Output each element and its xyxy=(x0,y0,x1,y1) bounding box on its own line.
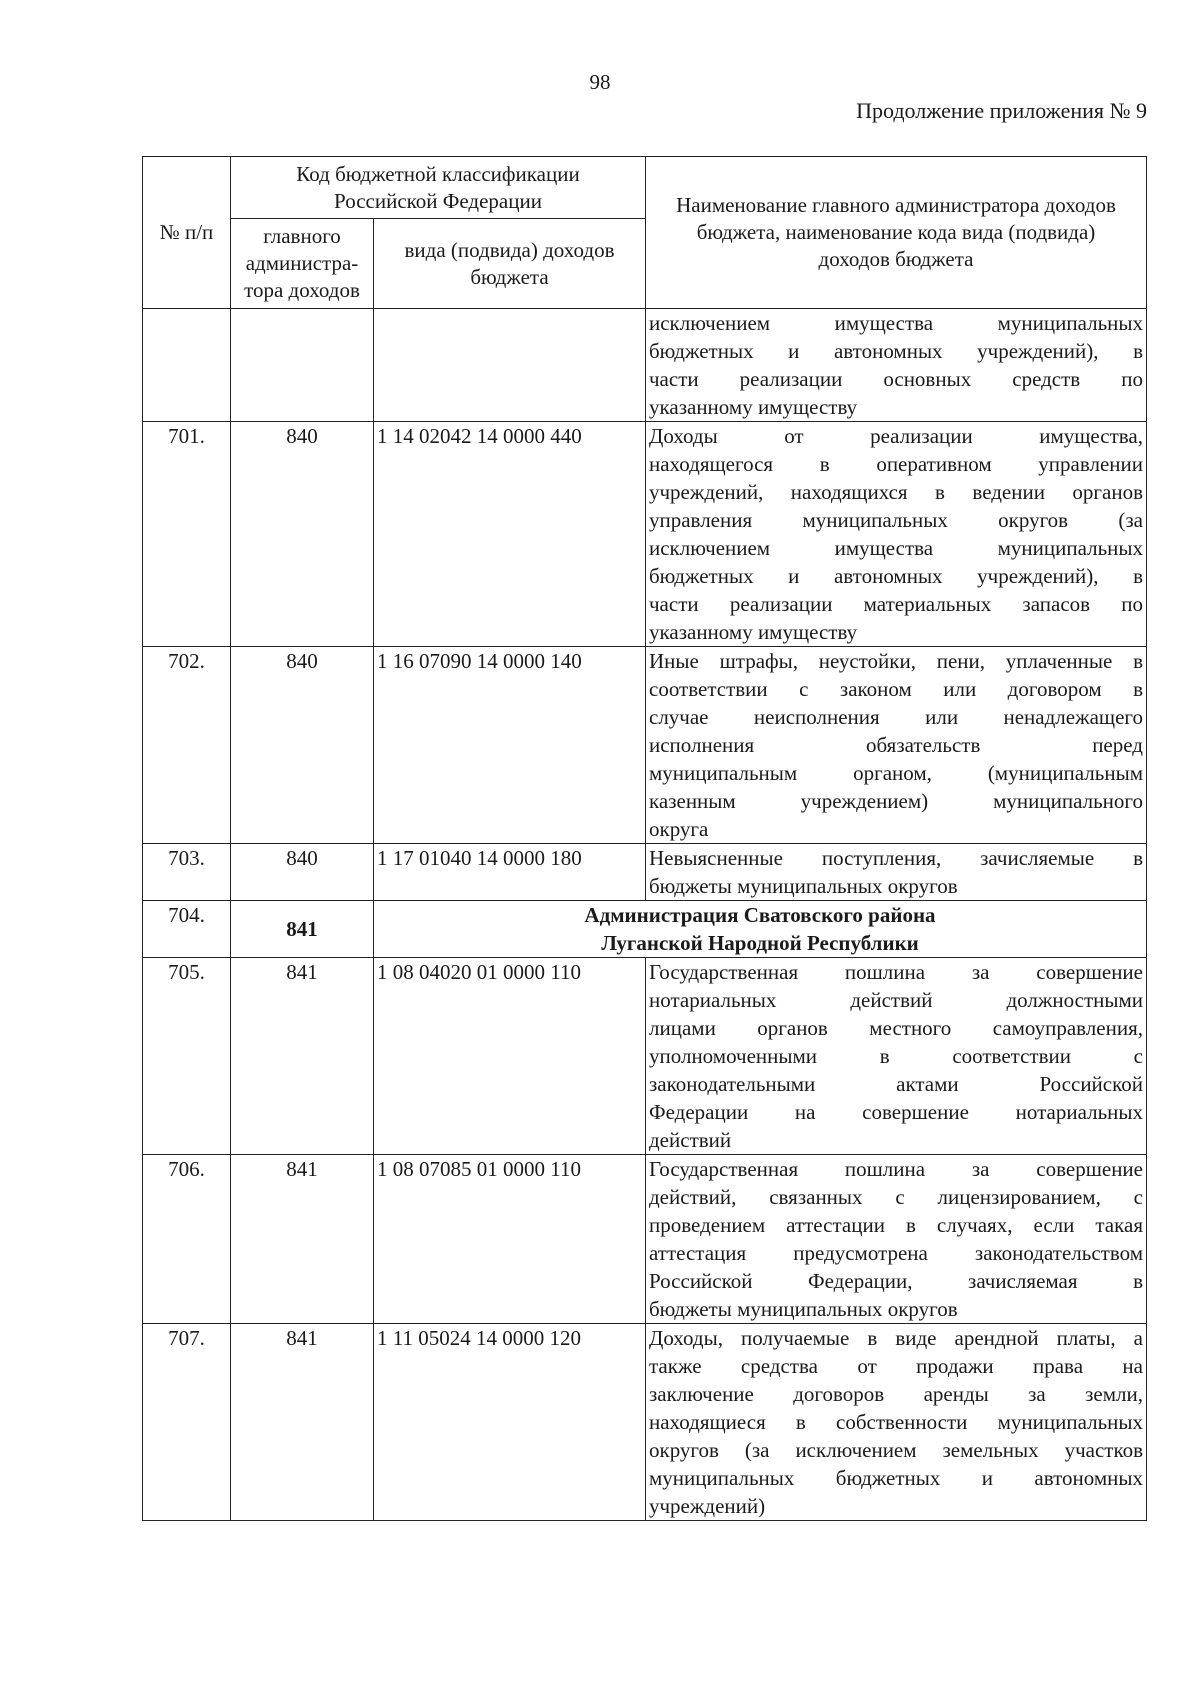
income-name-line: исключением имущества муниципальных xyxy=(649,536,1143,560)
income-name-line: бюджеты муниципальных округов xyxy=(649,874,958,898)
row-number: 703. xyxy=(143,844,231,901)
income-name-line: части реализации материальных запасов по xyxy=(649,592,1143,616)
income-name-line: Государственная пошлина за совершение xyxy=(649,960,1143,984)
income-name-line: муниципальных бюджетных и автономных xyxy=(649,1466,1143,1490)
administrator-title-line: Луганской Народной Республики xyxy=(601,931,919,955)
income-name-line: Невыясненные поступления, зачисляемые в xyxy=(649,846,1143,870)
income-code: 1 17 01040 14 0000 180 xyxy=(374,844,646,901)
admin-code: 841 xyxy=(231,901,374,958)
income-name-line: бюджеты муниципальных округов xyxy=(649,1297,958,1321)
table-row xyxy=(143,647,1147,844)
income-name-line: округов (за исключением земельных участков xyxy=(649,1438,1143,1462)
income-name-line: учреждений, находящихся в ведении органов xyxy=(649,480,1143,504)
row-number: 702. xyxy=(143,647,231,844)
row-number: 701. xyxy=(143,422,231,647)
income-name-line: округа xyxy=(649,817,709,841)
income-name-line: находящиеся в собственности муниципальных xyxy=(649,1410,1143,1434)
income-name-line: управления муниципальных округов (за xyxy=(649,508,1143,532)
income-name-line: указанному имуществу xyxy=(649,620,858,644)
income-name xyxy=(646,647,1147,844)
income-name-line: муниципальным органом, (муниципальным xyxy=(649,761,1143,785)
income-code: 1 16 07090 14 0000 140 xyxy=(374,647,646,844)
income-name-line: уполномоченными в соответствии с xyxy=(649,1044,1143,1068)
header-admin-code: главного администра-тора доходов xyxy=(231,219,374,309)
table-row xyxy=(143,844,1147,901)
income-name-line: бюджетных и автономных учреждений), в xyxy=(649,339,1143,363)
income-name-line: действий xyxy=(649,1128,732,1152)
income-name-line: Иные штрафы, неустойки, пени, уплаченные в xyxy=(649,649,1143,673)
income-code: 1 08 07085 01 0000 110 xyxy=(374,1155,646,1324)
admin-code: 841 xyxy=(231,1324,374,1521)
income-name-line: бюджетных и автономных учреждений), в xyxy=(649,564,1143,588)
income-name-line: проведением аттестации в случаях, если такая xyxy=(649,1213,1143,1237)
income-code xyxy=(374,309,646,422)
table-row xyxy=(143,1324,1147,1521)
income-name-line: лицами органов местного самоуправления, xyxy=(649,1016,1143,1040)
income-name-line: нотариальных действий должностными xyxy=(649,988,1143,1012)
row-number xyxy=(143,309,231,422)
income-name-line: случае неисполнения или ненадлежащего xyxy=(649,705,1143,729)
income-name-line: находящегося в оперативном управлении xyxy=(649,452,1143,476)
income-name xyxy=(646,422,1147,647)
admin-code: 841 xyxy=(231,958,374,1155)
income-name-line: законодательными актами Российской xyxy=(649,1072,1143,1096)
income-name-line: действий, связанных с лицензированием, с xyxy=(649,1185,1143,1209)
table-row xyxy=(143,422,1147,647)
income-name-line: Федерации на совершение нотариальных xyxy=(649,1100,1143,1124)
administrator-title xyxy=(374,901,1147,958)
row-number: 705. xyxy=(143,958,231,1155)
table-row xyxy=(143,901,1147,958)
income-code: 1 08 04020 01 0000 110 xyxy=(374,958,646,1155)
appendix-continuation-note: Продолжение приложения № 9 xyxy=(856,98,1147,123)
income-name-line: исполнения обязательств перед xyxy=(649,733,1143,757)
header-income-type-code: вида (подвида) доходов бюджета xyxy=(374,219,646,309)
header-name: Наименование главного администратора доходов бюджета, наименование кода вида (подвида) доходов бюджета xyxy=(646,157,1147,309)
income-name-line: казенным учреждением) муниципального xyxy=(649,789,1143,813)
table-row xyxy=(143,1155,1147,1324)
income-name-line: аттестация предусмотрена законодательством xyxy=(649,1241,1143,1265)
income-name-line: заключение договоров аренды за земли, xyxy=(649,1382,1143,1406)
admin-code: 840 xyxy=(231,844,374,901)
row-number: 704. xyxy=(143,901,231,958)
header-row-number: № п/п xyxy=(143,157,231,309)
income-name xyxy=(646,1324,1147,1521)
income-name-line: Государственная пошлина за совершение xyxy=(649,1157,1143,1181)
income-name-line: учреждений) xyxy=(649,1494,766,1518)
row-number: 707. xyxy=(143,1324,231,1521)
admin-code: 840 xyxy=(231,647,374,844)
table-row xyxy=(143,309,1147,422)
table-row xyxy=(143,958,1147,1155)
income-name xyxy=(646,958,1147,1155)
revenue-classification-table xyxy=(142,156,1147,1521)
header-code-group: Код бюджетной классификации Российской Федерации xyxy=(231,157,646,219)
table-body xyxy=(143,309,1147,1521)
admin-code: 840 xyxy=(231,422,374,647)
row-number: 706. xyxy=(143,1155,231,1324)
income-name-line: также средства от продажи права на xyxy=(649,1354,1143,1378)
income-name xyxy=(646,1155,1147,1324)
income-name-line: указанному имуществу xyxy=(649,395,858,419)
income-name xyxy=(646,844,1147,901)
income-name-line: соответствии с законом или договором в xyxy=(649,677,1143,701)
admin-code: 841 xyxy=(231,1155,374,1324)
income-name-line: Доходы от реализации имущества, xyxy=(649,424,1143,448)
income-name-line: части реализации основных средств по xyxy=(649,367,1143,391)
page-number: 98 xyxy=(589,70,611,94)
income-name-line: Российской Федерации, зачисляемая в xyxy=(649,1269,1143,1293)
income-code: 1 11 05024 14 0000 120 xyxy=(374,1324,646,1521)
income-name-line: Доходы, получаемые в виде арендной платы, а xyxy=(649,1326,1143,1350)
income-name xyxy=(646,309,1147,422)
admin-code xyxy=(231,309,374,422)
administrator-title-line: Администрация Сватовского района xyxy=(584,903,936,927)
income-code: 1 14 02042 14 0000 440 xyxy=(374,422,646,647)
income-name-line: исключением имущества муниципальных xyxy=(649,311,1143,335)
